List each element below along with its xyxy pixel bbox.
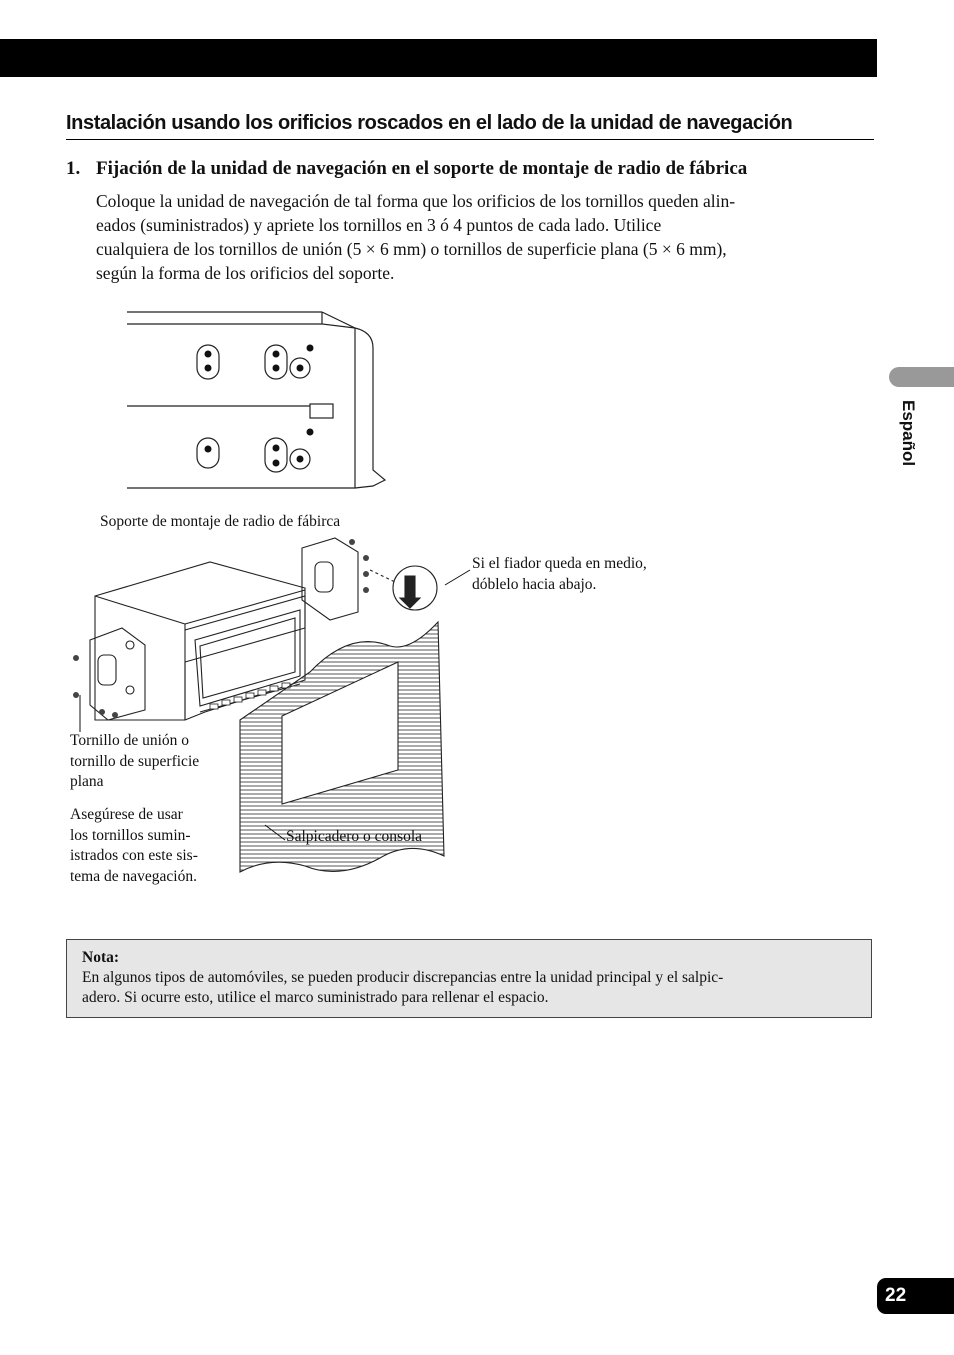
right-bracket <box>302 538 358 620</box>
right-screws <box>349 539 369 593</box>
caution-label-line: tema de navegación. <box>70 867 197 885</box>
side-view-unit <box>127 312 385 488</box>
screw-label-line: plana <box>70 773 104 790</box>
latch-detail <box>370 566 437 610</box>
note-box <box>66 939 872 1018</box>
language-tab <box>889 367 954 387</box>
page-number: 22 <box>877 1278 954 1314</box>
section-title: Instalación usando los orificios roscados en el lado de la unidad de navegación <box>66 112 874 140</box>
caution-label-line: los tornillos sumin- <box>70 826 191 844</box>
navigation-unit <box>95 562 305 720</box>
dashboard-label: Salpicadero o consola <box>286 828 423 845</box>
bracket-label: Soporte de montaje de radio de fábirca <box>100 513 341 530</box>
latch-label <box>472 554 647 595</box>
step-number: 1. <box>66 158 81 179</box>
caution-label-line: istrados con este sis- <box>70 847 198 864</box>
step-title <box>66 158 866 180</box>
caution-label-line: Asegúrese de usar <box>70 806 183 823</box>
screw-label <box>70 731 199 793</box>
header-bar <box>0 39 877 77</box>
note-line: En algunos tipos de automóviles, se pueden producir discrepancias entre la unidad principal y el salpic- <box>82 969 724 986</box>
latch-label-line: Si el fiador queda en medio, <box>472 555 647 572</box>
latch-label-line: dóblelo hacia abajo. <box>472 575 597 593</box>
caution-label <box>70 805 198 887</box>
left-bracket <box>90 628 145 720</box>
note-label: Nota: <box>82 949 120 966</box>
body-line: eados (suministrados) y apriete los tornillos en 3 ó 4 puntos de cada lado. Utilice <box>96 215 662 235</box>
screw-label-line: Tornillo de unión o <box>70 732 190 749</box>
body-line: según la forma de los orificios del soporte. <box>96 263 395 283</box>
step-body <box>96 189 856 285</box>
note-line: adero. Si ocurre esto, utilice el marco suministrado para rellenar el espacio. <box>82 989 549 1006</box>
language-label: Español <box>899 400 918 467</box>
screw-label-line: tornillo de superficie <box>70 752 200 770</box>
body-line: Coloque la unidad de navegación de tal forma que los orificios de los tornillos queden alin- <box>96 191 736 211</box>
body-line: cualquiera de los tornillos de unión (5 × 6 mm) o tornillos de superficie plana (5 × 6 mm), <box>96 239 727 259</box>
step-heading: Fijación de la unidad de navegación en el soporte de montaje de radio de fábrica <box>96 158 748 179</box>
